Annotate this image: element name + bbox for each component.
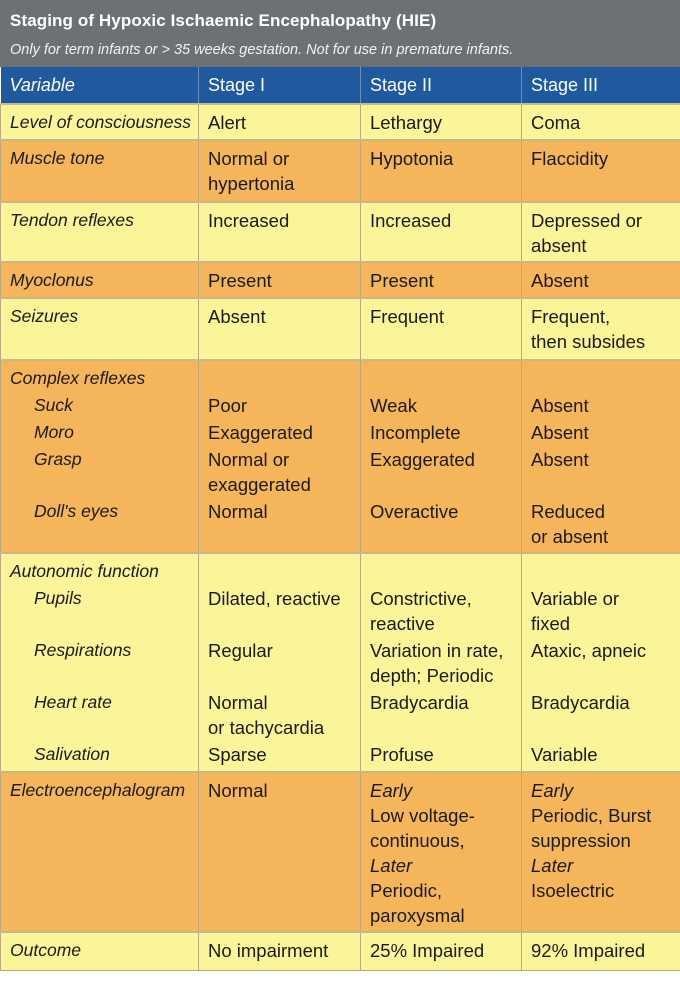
- cell-line: Variation in rate,: [370, 640, 504, 661]
- cell: [361, 553, 522, 772]
- cell-line: Regular: [208, 640, 273, 661]
- cell: Absent: [199, 298, 361, 360]
- cell-line: Sparse: [208, 744, 267, 765]
- cell-line: Normal: [208, 692, 268, 713]
- cell-line: Normal or: [208, 148, 290, 169]
- cell-line: Periodic, Burst: [531, 805, 652, 826]
- row-label: Tendon reflexes: [1, 202, 199, 262]
- row-label: Electroencephalogram: [1, 772, 199, 932]
- cell: 25% Impaired: [361, 932, 522, 970]
- cell: [522, 360, 680, 553]
- cell: Hypotonia: [361, 140, 522, 202]
- cell: [522, 772, 680, 932]
- table-row: [1, 140, 680, 202]
- cell-line: paroxysmal: [370, 905, 465, 926]
- sub-label: Doll's eyes: [34, 501, 119, 521]
- cell-line: Normal or: [208, 449, 290, 470]
- cell-line: Absent: [531, 395, 589, 416]
- row-label-group: [1, 360, 199, 553]
- cell-line: Depressed or: [531, 210, 643, 231]
- cell-line: or tachycardia: [208, 717, 325, 738]
- table-row: [1, 104, 680, 140]
- cell-line: Exaggerated: [208, 422, 313, 443]
- cell-line: Bradycardia: [531, 692, 630, 713]
- cell-line: Early: [370, 780, 413, 801]
- cell-line: Overactive: [370, 501, 459, 522]
- table-header-banner: [0, 0, 680, 67]
- cell: [199, 553, 361, 772]
- cell-line: Variable: [531, 744, 598, 765]
- row-label-group: [1, 553, 199, 772]
- cell-line: Later: [531, 855, 574, 876]
- cell: Coma: [522, 104, 680, 140]
- table-row: [1, 360, 680, 553]
- cell: Absent: [522, 262, 680, 298]
- row-label: Outcome: [1, 932, 199, 970]
- hie-staging-table: [0, 67, 680, 971]
- cell-line: Exaggerated: [370, 449, 475, 470]
- cell-line: then subsides: [531, 331, 646, 352]
- cell-line: depth; Periodic: [370, 665, 494, 686]
- table-row: [1, 772, 680, 932]
- cell: 92% Impaired: [522, 932, 680, 970]
- cell-line: Absent: [531, 422, 589, 443]
- cell: [522, 202, 680, 262]
- cell: [522, 298, 680, 360]
- cell-line: Normal: [208, 501, 268, 522]
- cell-line: Poor: [208, 395, 248, 416]
- cell-line: Reduced: [531, 501, 606, 522]
- cell-line: Weak: [370, 395, 417, 416]
- cell-line: continuous,: [370, 830, 465, 851]
- cell-line: Constrictive,: [370, 588, 472, 609]
- row-label: Muscle tone: [1, 140, 199, 202]
- cell: [199, 360, 361, 553]
- cell: Lethargy: [361, 104, 522, 140]
- cell-line: Ataxic, apneic: [531, 640, 647, 661]
- row-label: Myoclonus: [1, 262, 199, 298]
- cell-line: Absent: [531, 449, 589, 470]
- table-row: [1, 202, 680, 262]
- cell-line: Dilated, reactive: [208, 588, 341, 609]
- column-header-stage-1: Stage I: [199, 67, 361, 104]
- sub-label: Salivation: [34, 744, 110, 764]
- table-row: [1, 262, 680, 298]
- cell-line: or absent: [531, 526, 609, 547]
- table-row: [1, 932, 680, 970]
- cell: [522, 553, 680, 772]
- cell-line: exaggerated: [208, 474, 311, 495]
- sub-label: Heart rate: [34, 692, 112, 712]
- sub-label: Pupils: [34, 588, 82, 608]
- column-header-stage-2: Stage II: [361, 67, 522, 104]
- table-row: [1, 298, 680, 360]
- cell-line: Bradycardia: [370, 692, 469, 713]
- column-header-variable: Variable: [1, 67, 199, 104]
- cell: Alert: [199, 104, 361, 140]
- table-row: [1, 553, 680, 772]
- cell-line: Isoelectric: [531, 880, 615, 901]
- cell-line: Periodic,: [370, 880, 442, 901]
- column-header-row: [1, 67, 680, 104]
- table-title: Staging of Hypoxic Ischaemic Encephalopathy (HIE): [10, 11, 437, 30]
- cell-line: absent: [531, 235, 587, 256]
- group-label: Complex reflexes: [10, 368, 146, 388]
- cell-line: Later: [370, 855, 413, 876]
- cell: Increased: [361, 202, 522, 262]
- sub-label: Respirations: [34, 640, 132, 660]
- row-label: Level of consciousness: [1, 104, 199, 140]
- cell-line: Frequent,: [531, 306, 611, 327]
- cell-line: Early: [531, 780, 574, 801]
- cell: Frequent: [361, 298, 522, 360]
- cell: Increased: [199, 202, 361, 262]
- column-header-stage-3: Stage III: [522, 67, 680, 104]
- sub-label: Grasp: [34, 449, 82, 469]
- cell-line: Variable or: [531, 588, 620, 609]
- row-label: Seizures: [1, 298, 199, 360]
- cell-line: Low voltage-: [370, 805, 475, 826]
- cell-line: reactive: [370, 613, 435, 634]
- table-subtitle: Only for term infants or > 35 weeks gestation. Not for use in premature infants.: [10, 42, 514, 58]
- cell-line: Incomplete: [370, 422, 461, 443]
- cell: [361, 772, 522, 932]
- cell: Present: [199, 262, 361, 298]
- cell: [361, 360, 522, 553]
- cell: Present: [361, 262, 522, 298]
- cell-line: fixed: [531, 613, 571, 634]
- sub-label: Moro: [34, 422, 74, 442]
- cell: Flaccidity: [522, 140, 680, 202]
- cell-line: Profuse: [370, 744, 434, 765]
- cell: [199, 140, 361, 202]
- cell: No impairment: [199, 932, 361, 970]
- sub-label: Suck: [34, 395, 73, 415]
- cell: Normal: [199, 772, 361, 932]
- group-label: Autonomic function: [10, 561, 159, 581]
- cell-line: suppression: [531, 830, 631, 851]
- cell-line: hypertonia: [208, 173, 295, 194]
